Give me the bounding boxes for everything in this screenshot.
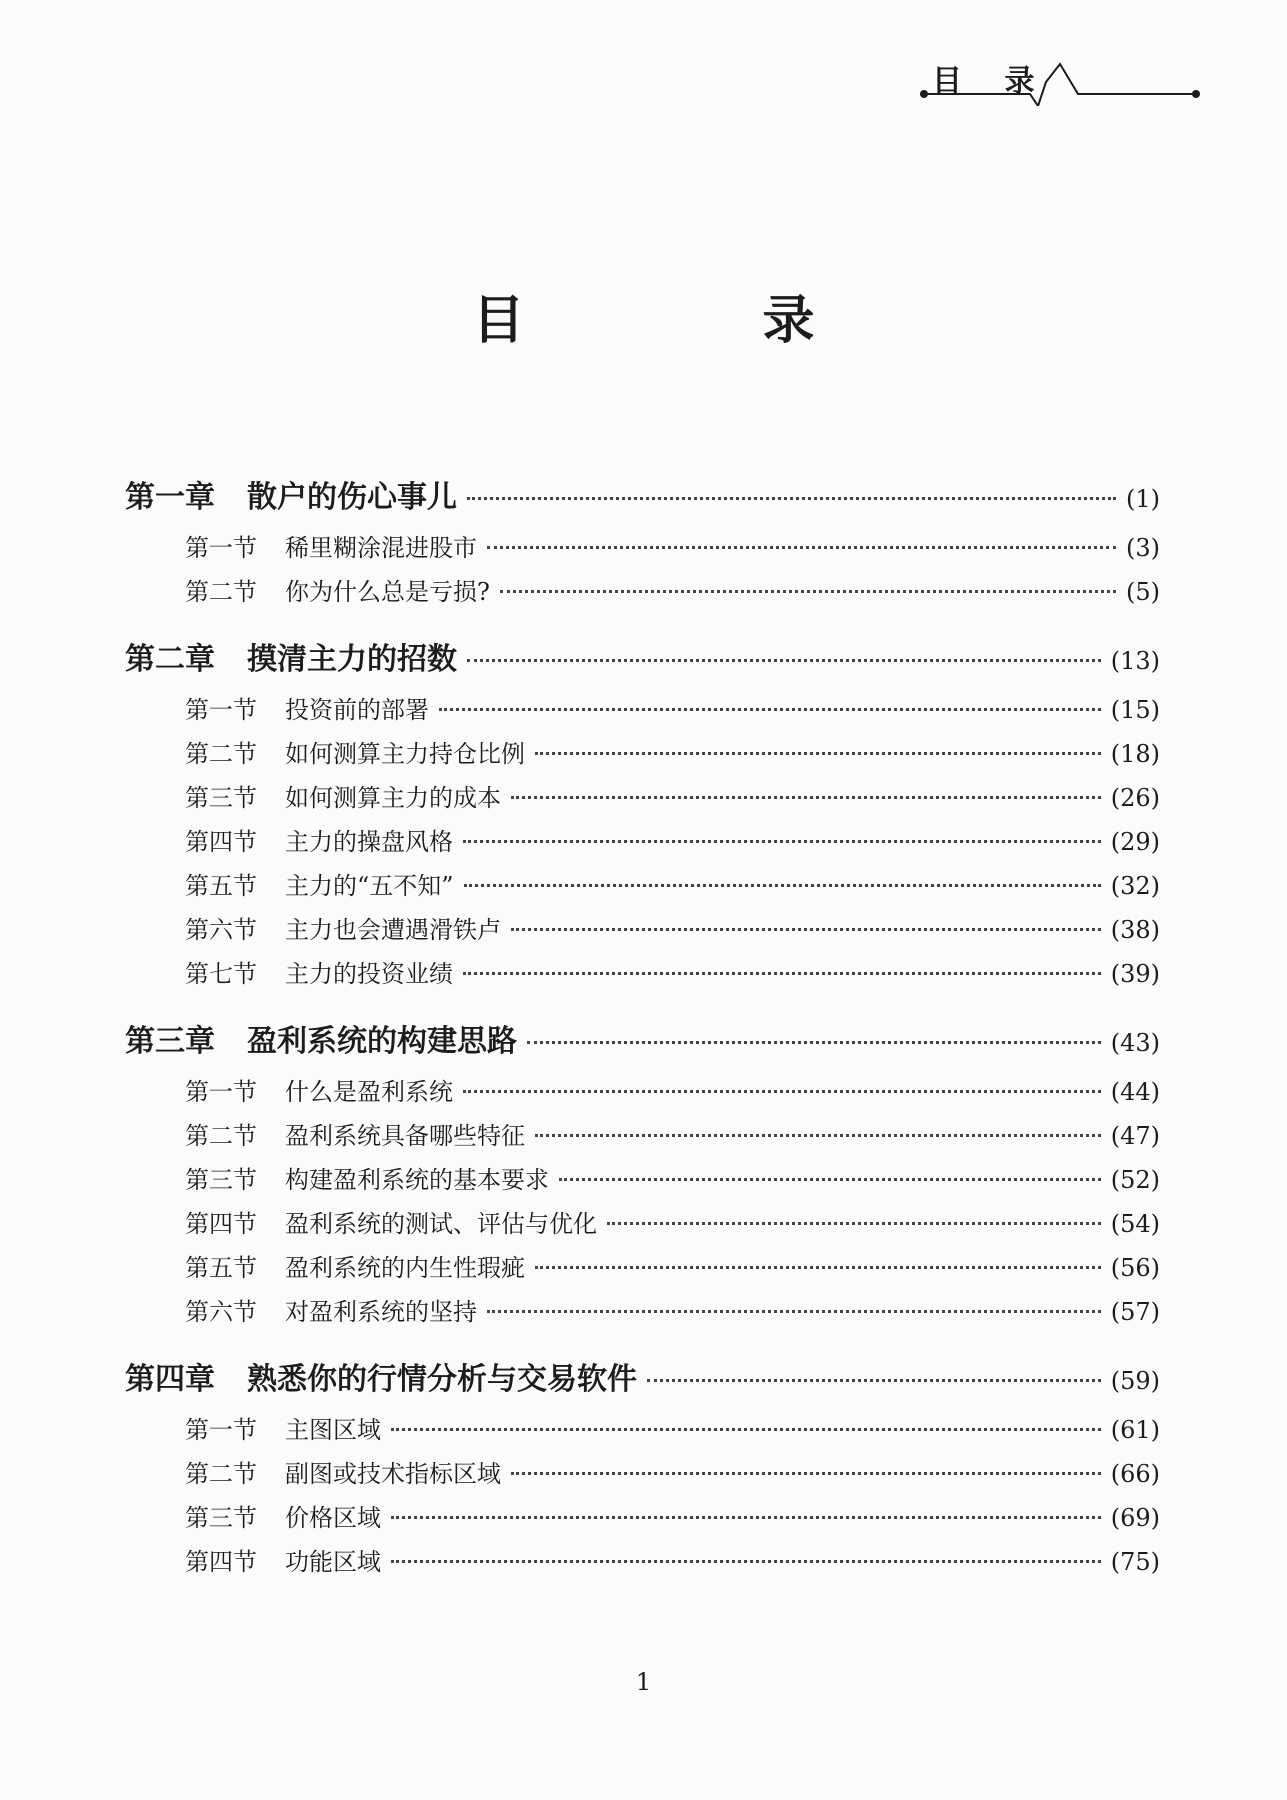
toc-entry-title: 主力的“五不知”	[285, 872, 454, 900]
toc-entry-label: 第一节	[185, 1078, 257, 1106]
toc-entry-label: 第二节	[185, 578, 257, 606]
toc-entry-title: 主力也会遭遇滑铁卢	[285, 916, 501, 944]
toc-section-row	[125, 910, 1160, 945]
toc-section-row	[125, 1116, 1160, 1151]
toc-entry-page: (29)	[1110, 828, 1160, 856]
toc-section-row	[125, 866, 1160, 901]
toc-entry-label: 第五节	[185, 872, 257, 900]
toc-entry-label: 第七节	[185, 960, 257, 988]
toc-leader-dots	[535, 752, 1101, 755]
toc-chapter-row	[125, 634, 1160, 678]
toc-section-row	[125, 1248, 1160, 1283]
header-label: 目 录	[932, 64, 1051, 99]
toc-entry-page: (39)	[1110, 960, 1160, 988]
toc-section-row	[125, 954, 1160, 989]
toc-section-row	[125, 690, 1160, 725]
toc-chapter-row	[125, 1354, 1160, 1398]
toc-entry-label: 第二节	[185, 1460, 257, 1488]
toc-entry-title: 功能区域	[285, 1548, 381, 1576]
toc-entry-label: 第一节	[185, 534, 257, 562]
toc-leader-dots	[439, 708, 1101, 711]
toc-leader-dots	[487, 546, 1116, 549]
toc-entry-title: 如何测算主力的成本	[285, 784, 501, 812]
toc-leader-dots	[647, 1379, 1101, 1382]
toc-entry-title: 主力的操盘风格	[285, 828, 453, 856]
toc-leader-dots	[535, 1134, 1101, 1137]
toc-leader-dots	[511, 796, 1101, 799]
toc-entry-page: (26)	[1110, 784, 1160, 812]
toc-entry-page: (38)	[1110, 916, 1160, 944]
toc-entry-page: (47)	[1110, 1122, 1160, 1150]
page-number: 1	[635, 1668, 652, 1696]
toc-entry-label: 第三节	[185, 1166, 257, 1194]
toc-chapter-row	[125, 1016, 1160, 1060]
toc-entry-label: 第三节	[185, 784, 257, 812]
toc-entry-label: 第二章	[125, 642, 215, 677]
toc-entry-title: 什么是盈利系统	[285, 1078, 453, 1106]
toc-leader-dots	[464, 884, 1101, 887]
toc-section-row	[125, 734, 1160, 769]
toc-entry-label: 第二节	[185, 740, 257, 768]
toc-entry-label: 第一节	[185, 1416, 257, 1444]
toc-entry-title: 稀里糊涂混进股市	[285, 534, 477, 562]
toc-entry-label: 第六节	[185, 916, 257, 944]
toc-entry-title: 盈利系统具备哪些特征	[285, 1122, 525, 1150]
toc-leader-dots	[487, 1310, 1101, 1313]
toc-entry-title: 盈利系统的测试、评估与优化	[285, 1210, 597, 1238]
toc-entry-title: 如何测算主力持仓比例	[285, 740, 525, 768]
toc-section-row	[125, 822, 1160, 857]
toc-leader-dots	[463, 1090, 1101, 1093]
toc-entry-page: (32)	[1110, 872, 1160, 900]
toc-entry-page: (52)	[1110, 1166, 1160, 1194]
toc-section-row	[125, 1072, 1160, 1107]
toc-leader-dots	[391, 1516, 1101, 1519]
toc-entry-page: (59)	[1110, 1367, 1160, 1395]
toc-entry-label: 第六节	[185, 1298, 257, 1326]
toc-entry-page: (3)	[1126, 534, 1160, 562]
toc-entry-title: 价格区域	[285, 1504, 381, 1532]
toc-entry-page: (69)	[1110, 1504, 1160, 1532]
toc-section-row	[125, 1410, 1160, 1445]
toc-entry-page: (43)	[1110, 1029, 1160, 1057]
toc-entry-label: 第三章	[125, 1024, 215, 1059]
toc-entry-label: 第二节	[185, 1122, 257, 1150]
toc-entry-page: (44)	[1110, 1078, 1160, 1106]
toc-section-row	[125, 1160, 1160, 1195]
toc-entry-title: 你为什么总是亏损?	[285, 578, 490, 606]
toc-section-row	[125, 1542, 1160, 1577]
toc-entry-label: 第五节	[185, 1254, 257, 1282]
toc-entry-page: (57)	[1110, 1298, 1160, 1326]
toc-entry-title: 盈利系统的构建思路	[247, 1024, 517, 1059]
toc-entry-title: 主力的投资业绩	[285, 960, 453, 988]
toc-section-row	[125, 528, 1160, 563]
toc-entry-title: 投资前的部署	[285, 696, 429, 724]
toc-section-row	[125, 1498, 1160, 1533]
toc-entry-title: 散户的伤心事儿	[247, 480, 457, 515]
toc-entry-page: (1)	[1126, 485, 1160, 513]
toc-entry-page: (56)	[1110, 1254, 1160, 1282]
toc-entry-page: (75)	[1110, 1548, 1160, 1576]
toc-leader-dots	[559, 1178, 1101, 1181]
toc-entry-label: 第四章	[125, 1362, 215, 1397]
toc-leader-dots	[463, 972, 1101, 975]
toc-entry-page: (13)	[1110, 647, 1160, 675]
toc-section-row	[125, 1204, 1160, 1239]
running-header	[910, 56, 1200, 106]
toc-entry-title: 构建盈利系统的基本要求	[285, 1166, 549, 1194]
toc-leader-dots	[527, 1041, 1101, 1044]
toc-entry-title: 副图或技术指标区域	[285, 1460, 501, 1488]
toc-entry-page: (54)	[1110, 1210, 1160, 1238]
toc-entry-title: 摸清主力的招数	[247, 642, 457, 677]
toc-entry-page: (18)	[1110, 740, 1160, 768]
toc-section-row	[125, 1454, 1160, 1489]
toc-leader-dots	[463, 840, 1101, 843]
toc-leader-dots	[607, 1222, 1101, 1225]
toc-section-row	[125, 778, 1160, 813]
toc-entry-label: 第四节	[185, 1210, 257, 1238]
page-title: 目 录	[472, 290, 925, 351]
toc-entry-title: 对盈利系统的坚持	[285, 1298, 477, 1326]
toc-entry-label: 第一章	[125, 480, 215, 515]
toc-entry-page: (5)	[1126, 578, 1160, 606]
toc-leader-dots	[500, 590, 1116, 593]
toc-entry-page: (15)	[1110, 696, 1160, 724]
toc-entry-page: (66)	[1110, 1460, 1160, 1488]
toc-entry-page: (61)	[1110, 1416, 1160, 1444]
toc-section-row	[125, 1292, 1160, 1327]
toc-leader-dots	[467, 659, 1101, 662]
toc-leader-dots	[467, 497, 1116, 500]
toc-chapter-row	[125, 472, 1160, 516]
toc-leader-dots	[511, 928, 1101, 931]
toc-leader-dots	[511, 1472, 1101, 1475]
toc-entry-label: 第一节	[185, 696, 257, 724]
toc-entry-title: 主图区域	[285, 1416, 381, 1444]
toc-entry-label: 第四节	[185, 828, 257, 856]
toc-leader-dots	[391, 1560, 1101, 1563]
toc-entry-label: 第三节	[185, 1504, 257, 1532]
toc-leader-dots	[391, 1428, 1101, 1431]
toc-entry-title: 熟悉你的行情分析与交易软件	[247, 1362, 637, 1397]
toc-leader-dots	[535, 1266, 1101, 1269]
toc-section-row	[125, 572, 1160, 607]
toc-entry-title: 盈利系统的内生性瑕疵	[285, 1254, 525, 1282]
toc-entry-label: 第四节	[185, 1548, 257, 1576]
